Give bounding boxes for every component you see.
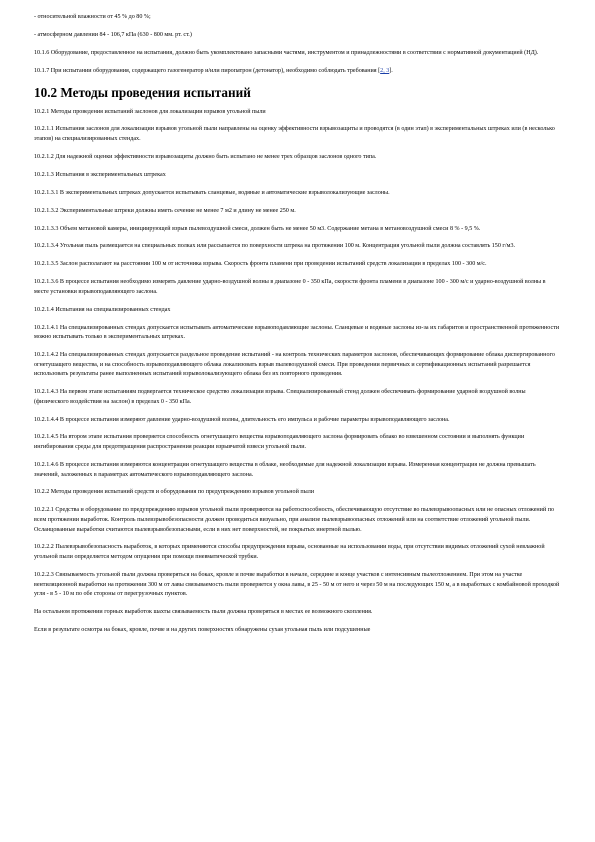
para-10-1-7 (34, 67, 561, 77)
para-10-2-2-1: 10.2.2.1 Средства и оборудование по предупреждению взрывов угольной пыли проверяются на работоспособность, обеспечивающую отсутствие во пылевзрывоопасных или не опасных отложений по всем протяжении выработок. Контроль пылевзрывобезопасности должен проводиться визуально, при анализе пылевзрывоопасных отложений или на соответствие отложений угольной пыли. Осланцованные выработки считаются пылевзрывобезопасными, если в них нет поверхностей, не покрытых инертной пылью. (34, 507, 555, 533)
para-10-2-2-2: 10.2.2.2 Пылевзрывобезопасность выработок, в которых применяются способы предупреждения взрыва, основанные на использовании воды, при отсутствии видимых отложений сухой невлажной угольной пыли определяется методом опущения при помощи пневматической трубки. (34, 544, 545, 561)
para-10-1-6: 10.1.6 Оборудование, предоставленное на испытания, должно быть укомплектовано запасными частями, инструментом и принадлежностями в соответствии с нормативной документацией (НД). (34, 49, 539, 56)
para-10-2-1-4-5: 10.2.1.4.5 На втором этапе испытания проверяется способность огнетушащего вещества взрывоподавляющего заслона формировать облако во взвешенном состоянии и выполнять функции ингибирования среды для предотвращения распространения реакции взрывчатой взвеси угольной пыли. (34, 434, 525, 451)
para-humidity: - относительной влажности от 45 % до 80 %; (34, 14, 151, 20)
para-10-2-1-3-4: 10.2.1.3.4 Угольная пыль размещается на специальных полках или рассыпается по поверхности штрека на протяжении 100 м. Концентрация угольной пыли должна составлять 150 г/м3. (34, 243, 516, 250)
para-remaining: На остальном протяжении горных выработок шахты связываемость пыли должна проверяться в местах ее возможного скопления. (34, 608, 373, 615)
para-pressure: - атмосферном давлении 84 - 106,7 кПа (630 - 800 мм. рт. ст.) (34, 31, 192, 38)
para-10-2-1: 10.2.1 Методы проведения испытаний заслонов для локализации взрывов угольной пыли (34, 108, 266, 115)
para-last: Если в результате осмотра на боках, кровле, почве и на других поверхностях обнаружены сухая угольная пыль или подсушенные (34, 626, 371, 633)
para-10-2-1-3-1: 10.2.1.3.1 В экспериментальных штреках допускается испытывать сланцевые, водяные и автоматические взрыволокализующие заслоны. (34, 189, 390, 196)
para-10-2-1-4-3: 10.2.1.4.3 На первом этапе испытаниям подвергается техническое средство локализации взрыва. Специализированный стенд должен обеспечивать формирование ударной воздушной волны (физического воздействия на заслон) в пределах 0 - 350 кПа. (34, 389, 526, 405)
para-10-2-1-3-6: 10.2.1.3.6 В процессе испытания необходимо измерять давление ударно-воздушной волны в диапазоне 0 - 350 кПа, скорости фронта пламени в диапазоне 100 - 300 м/с и ударно-воздушной волны в месте установки взрывоподавляющего заслона. (34, 279, 546, 295)
section-heading-10-2: 10.2 Методы проведения испытаний (34, 84, 251, 100)
para-10-2-1-1: 10.2.1.1 Испытания заслонов для локализации взрывов угольной пыли направлены на оценку эффективности взрывозащиты и проводятся (в один этап) в экспериментальных штреках или (в несколько этапов) на специализированных стендах. (34, 126, 555, 143)
para-10-2-1-3-5: 10.2.1.3.5 Заслон располагают на расстоянии 100 м от источника взрыва. Скорость фронта пламени при проведении испытаний средств локализации в пределах 100 - 300 м/с. (34, 261, 487, 268)
para-10-2-1-4: 10.2.1.4 Испытания на специализированных стендах (34, 306, 171, 313)
para-10-2-1-4-1: 10.2.1.4.1 На специализированных стендах допускается испытывать автоматические взрывоподавляющие заслоны. Сланцевые и водяные заслоны из-за их габаритов и пространственной протяженности можно испытывать только в экспериментальных штреках. (34, 324, 560, 341)
reference-link[interactable]: 2, 3 (380, 67, 390, 74)
para-10-2-1-4-6: 10.2.1.4.6 В процессе испытания измеряются концентрации огнетушащего вещества в облаке, необходимые для надежной локализации взрыва. Измеренная концентрация не должна превышать значений, заложенных в параметрах автоматического взрывоподавляющего заслона. (34, 461, 536, 478)
para-10-2-1-3: 10.2.1.3 Испытания в экспериментальных штреках (34, 171, 166, 178)
para-10-2-1-4-2: 10.2.1.4.2 На специализированных стендах допускается раздельное проведение испытаний - на контроль технических параметров заслонов, обеспечивающих формирование облака диспергированного огнетушащего вещества, и на способность взрывоподавляющего облака локализовать взрыв пылевоздушной смеси. При проведении первичных и сертификационных испытаний разрешается использовать результаты ранее выполненных испытаний взрыволокализующего облака без их повторного проведения. (34, 352, 555, 378)
para-10-2-1-4-4: 10.2.1.4.4 В процессе испытания измеряют давление ударно-воздушной волны, длительность его импульса и рабочие параметры взрывоподавляющего заслона. (34, 416, 450, 423)
para-10-2-1-3-3: 10.2.1.3.3 Объем метановой камеры, инициирующей взрыв пылевоздушной смеси, должен быть не менее 50 м3. Содержание метана в метановоздушной смеси 8 % - 9,5 %. (34, 225, 481, 232)
para-10-1-7-text: 10.1.7 При испытании оборудования, содержащего газогенератор и/или пиропатрон (детонатор), необходимо соблюдать требования [ (34, 67, 381, 74)
para-10-2-2-3: 10.2.2.3 Связываемость угольной пыли должна проверяться на боках, кровле и почве выработки в начале, середине и конце участков с интенсивным пылеотложением. При этом на участке вентиляционной выработки на протяжении 300 м от лавы связываемость пыли проверяется у окна лавы, в 25 - 50 м от него и через 50 м на последующих 150 м, а в выработках с комбайновой проходкой угля - в 5 - 10 м по обе стороны от перегрузочных пунктов. (34, 571, 560, 598)
para-10-2-1-2: 10.2.1.2 Для надежной оценки эффективности взрывозащиты должно быть испытано не менее трех образцов заслонов одного типа. (34, 153, 377, 160)
para-10-1-7-tail: ]. (389, 67, 393, 74)
para-10-2-1-3-2: 10.2.1.3.2 Экспериментальные штреки должны иметь сечение не менее 7 м2 и длину не менее 250 м. (34, 207, 296, 214)
para-10-2-2: 10.2.2 Методы проведения испытаний средств и оборудования по предупреждению взрывов угольной пыли (34, 489, 315, 496)
